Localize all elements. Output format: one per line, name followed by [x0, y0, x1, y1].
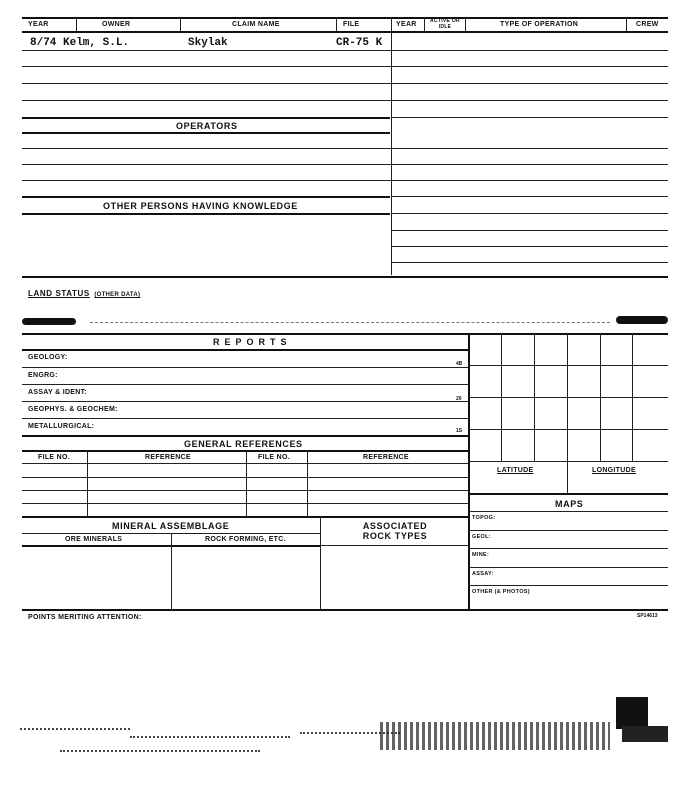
points-meriting-attention: POINTS MERITING ATTENTION: [28, 614, 142, 621]
scan-mark [616, 316, 668, 324]
report-geophys: GEOPHYS. & GEOCHEM: [28, 406, 118, 413]
scan-noise [20, 728, 130, 730]
gen-ref-bottom-rule [22, 516, 468, 518]
row-line [391, 213, 668, 214]
report-engrg: ENGRG: [28, 372, 58, 379]
maps-assay: ASSAY: [472, 571, 494, 577]
header-active-idle: ACTIVE OR IDLE [430, 18, 460, 30]
row-line [391, 117, 668, 118]
row-line [391, 196, 668, 197]
maps-mine: MINE: [472, 552, 490, 558]
row-line [320, 545, 468, 546]
scan-block [616, 697, 648, 729]
other-persons-title: OTHER PERSONS HAVING KNOWLEDGE [103, 201, 298, 211]
header-file: FILE [343, 21, 360, 28]
col-sep [465, 17, 466, 31]
fold-line [90, 322, 610, 323]
report-geology-num: 4B [456, 361, 463, 367]
mineral-assemblage-title: MINERAL ASSEMBLAGE [112, 521, 230, 531]
col-sep [320, 516, 321, 609]
general-references-title: GENERAL REFERENCES [184, 439, 303, 449]
report-geology: GEOLOGY: [28, 354, 68, 361]
row-line [22, 503, 468, 504]
row-line [22, 83, 668, 84]
gen-ref-col-ref-1: REFERENCE [145, 454, 191, 461]
reports-header-rule [22, 349, 468, 351]
maps-topog: TOPOG: [472, 515, 496, 521]
grid-line [468, 365, 668, 366]
row-line [22, 477, 468, 478]
row-line [22, 148, 668, 149]
header-claim-name: CLAIM NAME [232, 21, 280, 28]
header-type-of-operation: TYPE OF OPERATION [500, 21, 579, 28]
report-metallurgical-num: 1S [456, 428, 463, 434]
header-owner: OWNER [102, 21, 131, 28]
reports-bottom-rule [22, 435, 468, 437]
report-assay-num: 20 [456, 396, 462, 402]
land-status [28, 283, 140, 301]
row-line [22, 66, 668, 67]
row-line [22, 50, 668, 51]
col-sep [246, 450, 247, 516]
ore-minerals: ORE MINERALS [65, 536, 123, 543]
entry-year-owner: 8/74 Kelm, S.L. [30, 37, 130, 49]
maps-top-rule [468, 493, 668, 495]
row-line [468, 567, 668, 568]
grid-line [468, 461, 668, 462]
row-line [22, 100, 668, 101]
maps-geol: GEOL: [472, 534, 491, 540]
gen-ref-col-ref-2: REFERENCE [363, 454, 409, 461]
row-line [468, 530, 668, 531]
row-line [22, 384, 468, 385]
rock-forming: ROCK FORMING, ETC. [205, 536, 286, 543]
form-number: SP14613 [637, 613, 658, 619]
scan-noise-dense [380, 722, 610, 750]
latitude-label: LATITUDE [497, 467, 534, 474]
other-persons-bottom-rule [22, 213, 390, 215]
scan-noise [130, 736, 290, 738]
row-line [391, 230, 668, 231]
grid-line [468, 397, 668, 398]
bottom-rule [22, 609, 668, 611]
header-bottom-rule [22, 31, 668, 33]
maps-other: OTHER (& PHOTOS) [472, 589, 530, 595]
reports-title: REPORTS [213, 337, 292, 347]
longitude-label: LONGITUDE [592, 467, 636, 474]
header-crew: CREW [636, 21, 659, 28]
grid-line [567, 333, 568, 493]
scan-mark [22, 318, 76, 325]
row-line [22, 164, 668, 165]
gen-ref-col-file-2: FILE NO. [258, 454, 290, 461]
col-sep [424, 17, 425, 31]
row-line [22, 490, 468, 491]
row-line [22, 180, 668, 181]
associated-rock-types: ASSOCIATED ROCK TYPES [362, 521, 428, 541]
row-line [468, 511, 668, 512]
header-year: YEAR [28, 21, 49, 28]
row-line [468, 548, 668, 549]
operators-bottom-rule [22, 132, 390, 134]
col-sep [180, 17, 181, 31]
row-line [22, 463, 468, 464]
col-sep [336, 17, 337, 31]
maps-title: MAPS [555, 499, 584, 509]
gen-ref-col-file-1: FILE NO. [38, 454, 70, 461]
land-status-top-rule [22, 276, 668, 278]
col-sep [626, 17, 627, 31]
report-metallurgical: METALLURGICAL: [28, 423, 95, 430]
report-assay: ASSAY & IDENT: [28, 389, 88, 396]
col-sep [171, 533, 172, 609]
col-sep [307, 450, 308, 516]
gen-ref-header-rule [22, 450, 468, 452]
row-line [391, 246, 668, 247]
operators-title: OPERATORS [176, 121, 238, 131]
entry-file: CR-75 K [336, 37, 383, 49]
grid-line [468, 429, 668, 430]
scan-block [622, 726, 668, 742]
entry-claim-name: Skylak [188, 37, 228, 49]
row-line [22, 418, 468, 419]
header-year-2: YEAR [396, 21, 417, 28]
operators-top-rule [22, 117, 390, 119]
land-status-label: LAND STATUS [28, 289, 90, 298]
row-line [22, 367, 468, 368]
col-sep-main [391, 17, 392, 275]
col-sep [87, 450, 88, 516]
row-line [22, 401, 468, 402]
scan-noise [60, 750, 260, 752]
row-line [468, 585, 668, 586]
land-status-note: (OTHER DATA) [94, 292, 141, 298]
col-sep [76, 17, 77, 31]
row-line [391, 262, 668, 263]
other-persons-top-rule [22, 196, 390, 198]
reports-top-rule [22, 333, 668, 335]
top-rule [22, 17, 668, 19]
